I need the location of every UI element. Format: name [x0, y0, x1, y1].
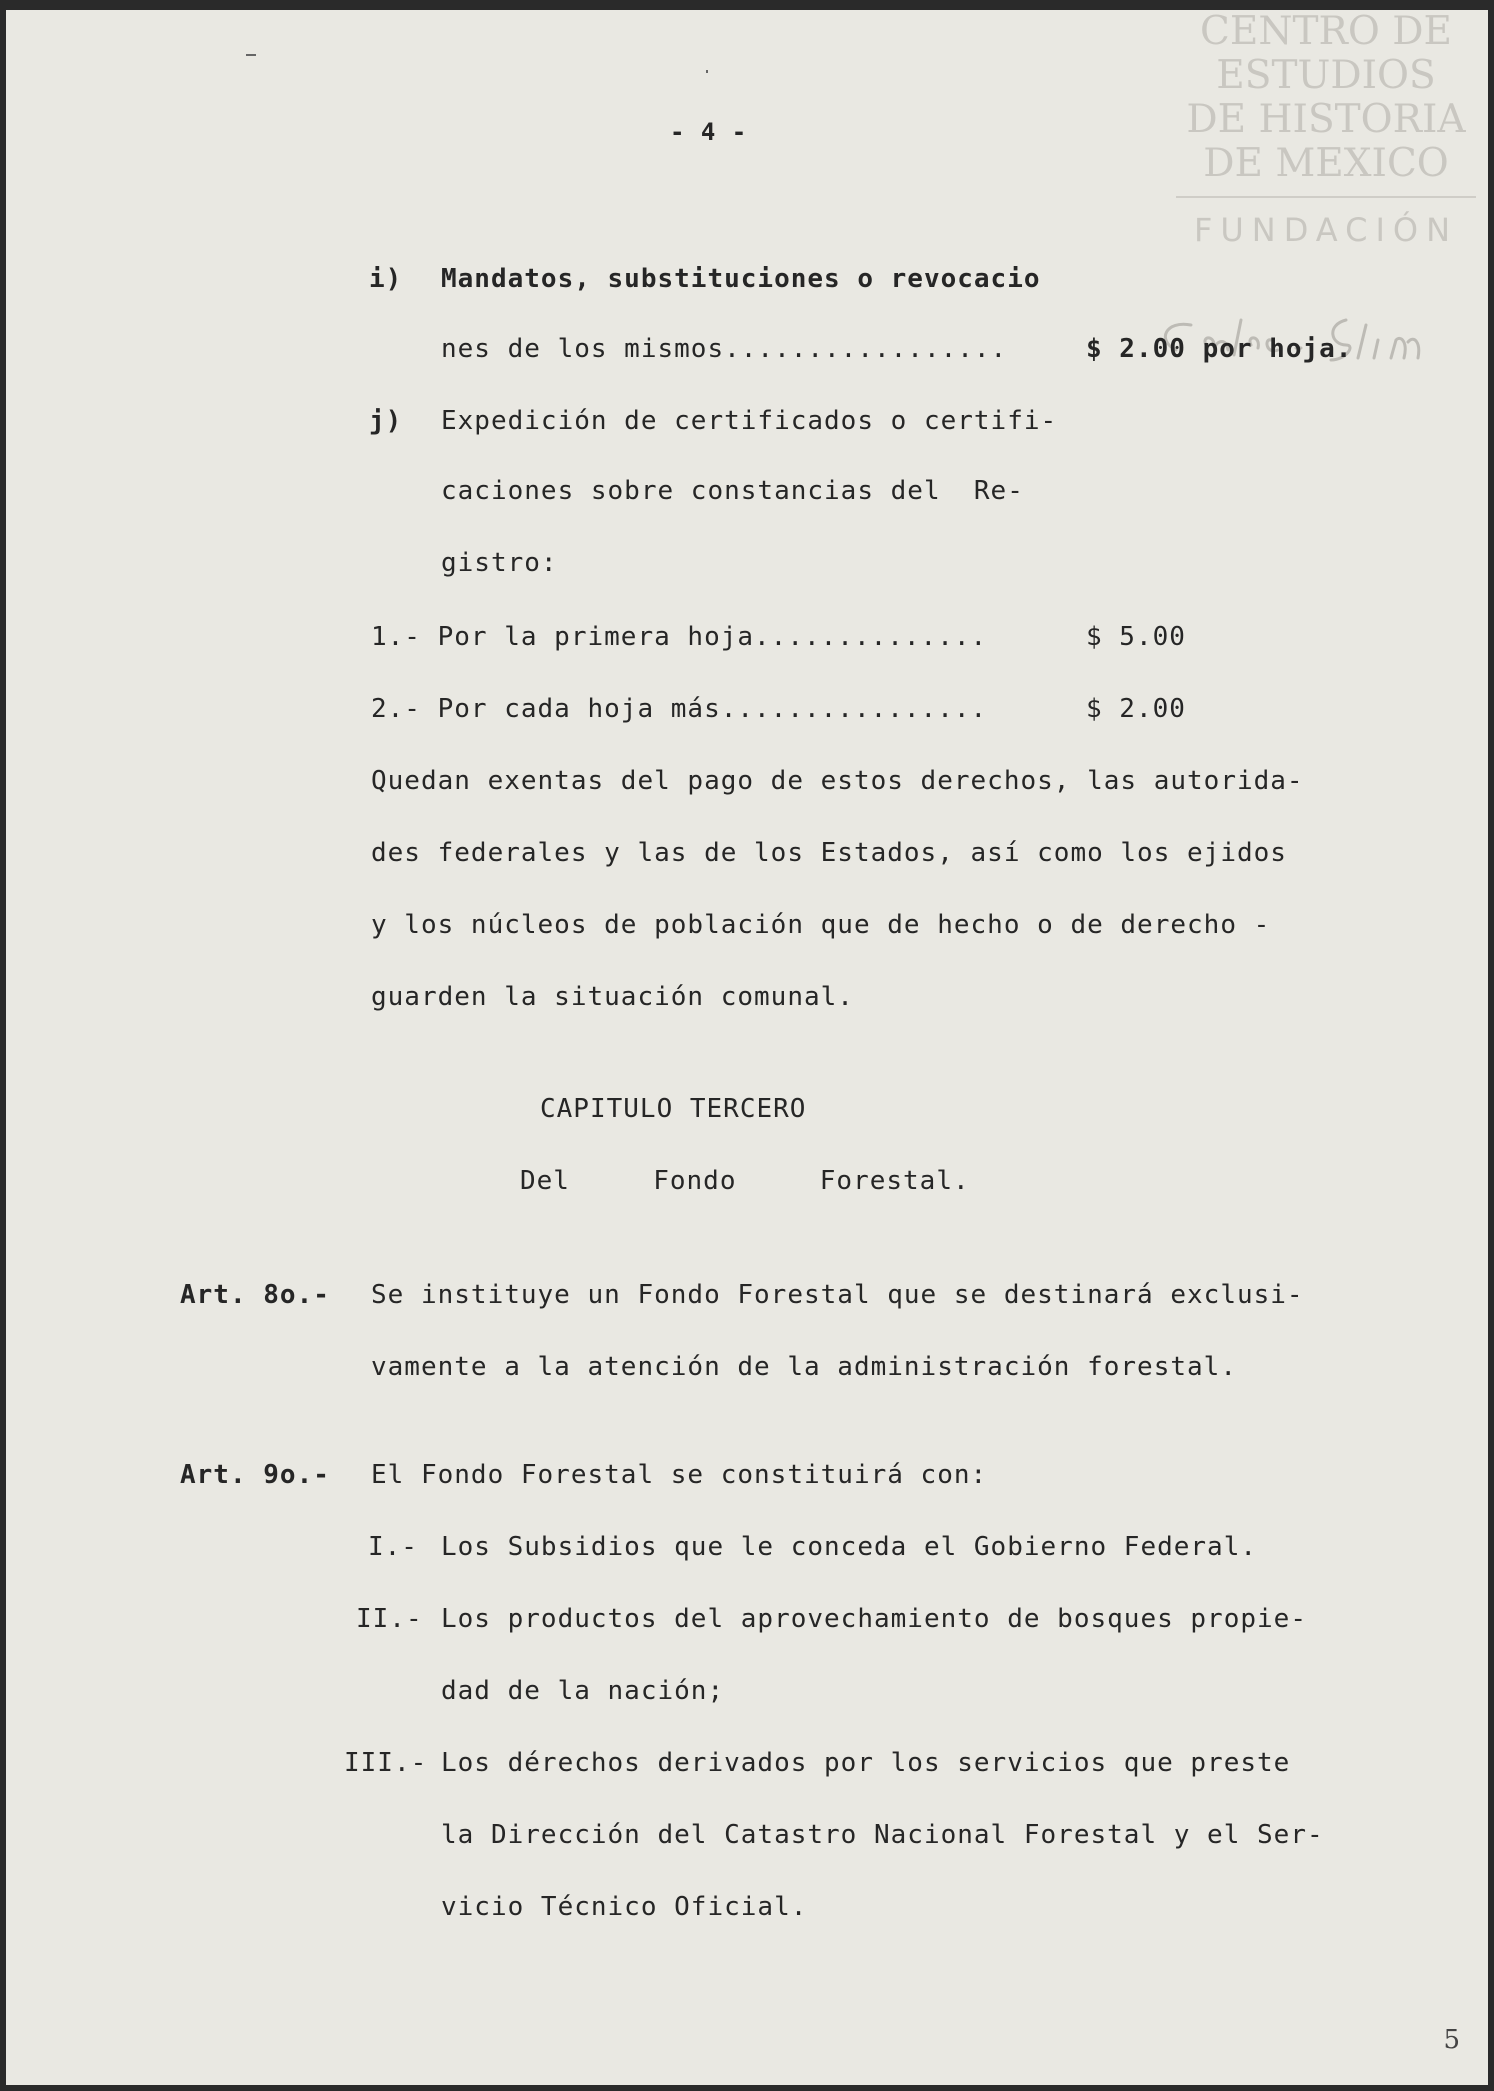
item-marker: i) — [369, 264, 403, 294]
article-text: El Fondo Forestal se constituirá con: — [371, 1460, 988, 1490]
chapter-title: CAPITULO TERCERO — [540, 1094, 807, 1124]
handwritten-page-number: 5 — [1443, 2025, 1460, 2055]
item-marker: j) — [369, 406, 403, 436]
fee-price: $ 2.00 por hoja. — [1086, 334, 1353, 364]
fee-price: $ 2.00 — [1086, 694, 1186, 724]
clause-text: Los dérechos derivados por los servicios que preste — [441, 1748, 1291, 1778]
archive-stamp — [1176, 10, 1476, 252]
article-label: Art. 8o.- — [180, 1280, 330, 1310]
paragraph-line: des federales y las de los Estados, así como los ejidos — [371, 838, 1287, 868]
clause-text: la Dirección del Catastro Nacional Forestal y el Ser- — [441, 1820, 1324, 1850]
paragraph-line: y los núcleos de población que de hecho o de derecho - — [371, 910, 1271, 940]
item-text: Expedición de certificados o certifi- — [441, 406, 1058, 436]
page-number: - 4 - — [670, 118, 748, 146]
item-text: Mandatos, substituciones o revocacio — [441, 264, 1041, 294]
clause-numeral: I.- — [368, 1532, 418, 1562]
clause-numeral: III.- — [344, 1748, 428, 1778]
item-text: caciones sobre constancias del Re- — [441, 476, 1024, 506]
paragraph-line: Quedan exentas del pago de estos derechos, las autorida- — [371, 766, 1304, 796]
article-label: Art. 9o.- — [180, 1460, 330, 1490]
clause-text: Los Subsidios que le conceda el Gobierno Federal. — [441, 1532, 1258, 1562]
fee-price: $ 5.00 — [1086, 622, 1186, 652]
paragraph-line: guarden la situación comunal. — [371, 982, 854, 1012]
speck — [246, 54, 256, 56]
chapter-subtitle: Del Fondo Forestal. — [520, 1166, 970, 1196]
article-text: vamente a la atención de la administración forestal. — [371, 1352, 1237, 1382]
stamp-line: ESTUDIOS — [1216, 53, 1436, 98]
clause-text: dad de la nación; — [441, 1676, 725, 1706]
fee-label: 2.- Por cada hoja más................ — [371, 694, 988, 724]
clause-numeral: II.- — [356, 1604, 423, 1634]
article-text: Se instituye un Fondo Forestal que se destinará exclusi- — [371, 1280, 1304, 1310]
stamp-line: DE HISTORIA — [1186, 97, 1466, 142]
document-page — [6, 10, 1488, 2085]
fee-label: 1.- Por la primera hoja.............. — [371, 622, 988, 652]
clause-text: vicio Técnico Oficial. — [441, 1892, 808, 1922]
item-text: gistro: — [441, 548, 558, 578]
stamp-divider — [1176, 196, 1476, 198]
stamp-foundation: FUNDACIÓN — [1193, 211, 1459, 249]
clause-text: Los productos del aprovechamiento de bosques propie- — [441, 1604, 1307, 1634]
speck — [706, 70, 708, 73]
stamp-line: CENTRO DE — [1200, 10, 1452, 54]
item-text: nes de los mismos................. — [441, 334, 1008, 364]
stamp-line: DE MEXICO — [1203, 141, 1449, 186]
